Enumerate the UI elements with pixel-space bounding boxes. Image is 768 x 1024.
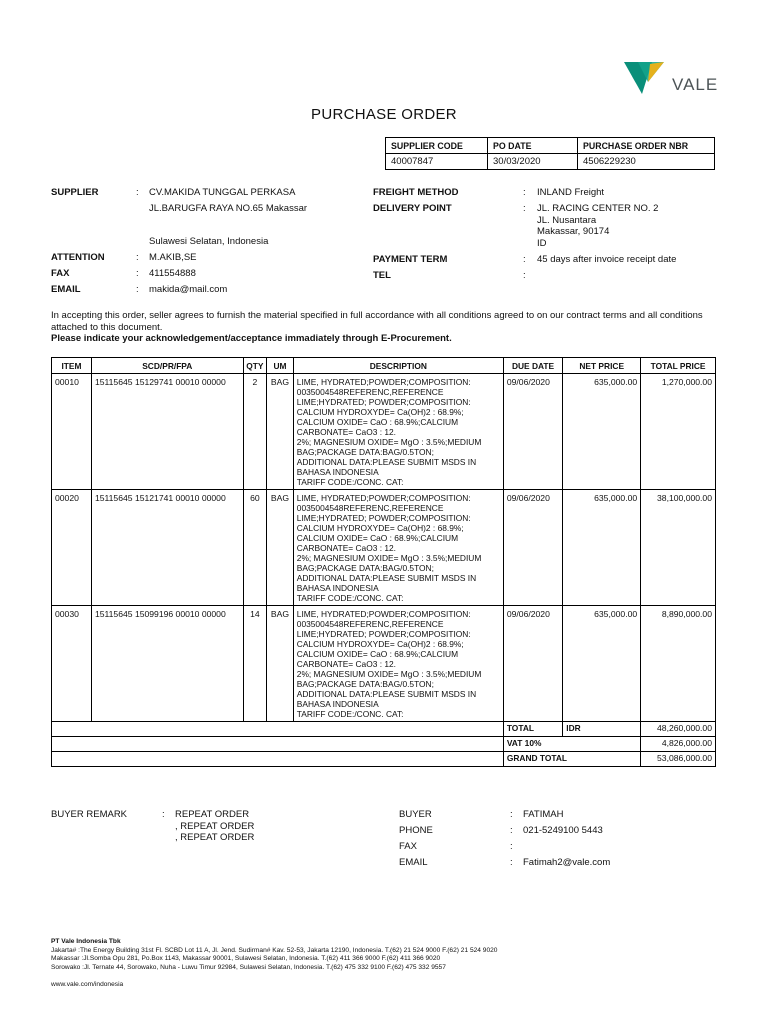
fax-label: FAX — [51, 268, 70, 279]
desc-line: BAHASA INDONESIA — [296, 699, 379, 709]
colon: : — [510, 857, 513, 868]
table-row — [52, 374, 716, 490]
item-number: 00020 — [52, 490, 92, 606]
table-row — [52, 490, 716, 606]
item-scd: 15115645 15121741 00010 00000 — [91, 490, 243, 606]
footer-address-line: Makassar :Jl.Somba Opu 281, Po.Box 1143, Makassar 90001, Sulawesi Selatan, Indonesia. T.(62) 411 366 9000 F.(62) 411 366 9020 — [51, 955, 441, 962]
po-date-header: PO DATE — [488, 138, 578, 154]
colon: : — [136, 268, 139, 279]
supplier-label: SUPPLIER — [51, 187, 99, 198]
desc-line: CALCIUM HYDROXYDE= Ca(OH)2 : 68.9%; — [296, 523, 464, 533]
delivery-label: DELIVERY POINT — [373, 203, 452, 214]
item-total-price: 1,270,000.00 — [641, 374, 716, 490]
desc-line: ADDITIONAL DATA:PLEASE SUBMIT MSDS IN — [296, 457, 477, 467]
total-label: TOTAL — [503, 722, 562, 737]
desc-line: LIME, HYDRATED;POWDER;COMPOSITION: — [296, 377, 471, 387]
colon: : — [510, 809, 513, 820]
footer-company: PT Vale Indonesia Tbk — [51, 938, 121, 945]
footer-website-link[interactable]: www.vale.com/indonesia — [51, 981, 124, 988]
desc-line: CALCIUM OXIDE= CaO : 68.9%;CALCIUM — [296, 533, 459, 543]
desc-line: ADDITIONAL DATA:PLEASE SUBMIT MSDS IN — [296, 689, 477, 699]
desc-line: CALCIUM OXIDE= CaO : 68.9%;CALCIUM — [296, 649, 459, 659]
item-number: 00010 — [52, 374, 92, 490]
desc-line: BAG;PACKAGE DATA:BAG/0.5TON; — [296, 563, 434, 573]
colon: : — [523, 203, 526, 214]
table-row — [52, 606, 716, 722]
payment-label: PAYMENT TERM — [373, 254, 448, 265]
desc-line: 0035004548REFERENC,REFERENCE — [296, 619, 444, 629]
desc-line: CALCIUM OXIDE= CaO : 68.9%;CALCIUM — [296, 417, 459, 427]
remark-line: , REPEAT ORDER — [175, 820, 255, 832]
acknowledgement-text: Please indicate your acknowledgement/acceptance immadiately through E-Procurement. — [51, 333, 452, 344]
po-number-header: PURCHASE ORDER NBR — [578, 138, 715, 154]
vale-logo-mark — [624, 58, 672, 98]
vat-value: 4,826,000.00 — [641, 737, 716, 752]
delivery-line: ID — [537, 237, 547, 249]
item-net-price: 635,000.00 — [563, 490, 641, 606]
supplier-address-1: JL.BARUGFA RAYA NO.65 Makassar — [149, 203, 308, 214]
desc-line: LIME;HYDRATED; POWDER;COMPOSITION: — [296, 397, 471, 407]
colon: : — [523, 187, 526, 198]
total-row — [52, 722, 716, 737]
desc-line: TARIFF CODE:/CONC. CAT: — [296, 593, 404, 603]
buyer-remark-lines — [175, 809, 254, 844]
item-description — [293, 606, 503, 722]
buyer-phone: 021-5249100 5443 — [523, 825, 603, 836]
desc-line: 2%; MAGNESIUM OXIDE= MgO : 3.5%;MEDIUM — [296, 553, 482, 563]
email-value: makida@mail.com — [149, 284, 228, 295]
colon: : — [136, 284, 139, 295]
phone-label: PHONE — [399, 825, 433, 836]
buyer-remark-label: BUYER REMARK — [51, 809, 128, 820]
desc-line: 2%; MAGNESIUM OXIDE= MgO : 3.5%;MEDIUM — [296, 669, 482, 679]
freight-label: FREIGHT METHOD — [373, 187, 459, 198]
item-qty: 2 — [243, 374, 267, 490]
desc-line: BAG;PACKAGE DATA:BAG/0.5TON; — [296, 679, 434, 689]
grand-total-spacer — [52, 752, 504, 767]
colon: : — [136, 187, 139, 198]
col-description: DESCRIPTION — [293, 358, 503, 374]
payment-value: 45 days after invoice receipt date — [537, 254, 677, 265]
desc-line: LIME, HYDRATED;POWDER;COMPOSITION: — [296, 609, 471, 619]
grand-total-label: GRAND TOTAL — [503, 752, 640, 767]
desc-line: BAG;PACKAGE DATA:BAG/0.5TON; — [296, 447, 434, 457]
colon: : — [510, 841, 513, 852]
supplier-code-header: SUPPLIER CODE — [386, 138, 488, 154]
desc-line: 0035004548REFERENC,REFERENCE — [296, 387, 444, 397]
delivery-line: Makassar, 90174 — [537, 226, 610, 237]
desc-line: TARIFF CODE:/CONC. CAT: — [296, 477, 404, 487]
desc-line: LIME;HYDRATED; POWDER;COMPOSITION: — [296, 513, 471, 523]
email-label: EMAIL — [51, 284, 81, 295]
supplier-address-2: Sulawesi Selatan, Indonesia — [149, 236, 269, 247]
desc-line: CARBONATE= CaO3 : 12. — [296, 659, 397, 669]
buyer-email-label: EMAIL — [399, 857, 428, 868]
desc-line: LIME, HYDRATED;POWDER;COMPOSITION: — [296, 493, 471, 503]
desc-line: CARBONATE= CaO3 : 12. — [296, 543, 397, 553]
item-description — [293, 374, 503, 490]
remark-line: REPEAT ORDER — [175, 809, 250, 820]
desc-line: TARIFF CODE:/CONC. CAT: — [296, 709, 404, 719]
supplier-name: CV.MAKIDA TUNGGAL PERKASA — [149, 187, 296, 198]
buyer-label: BUYER — [399, 809, 432, 820]
items-table — [51, 357, 716, 767]
colon: : — [162, 809, 165, 820]
tel-label: TEL — [373, 270, 391, 281]
desc-line: CALCIUM HYDROXYDE= Ca(OH)2 : 68.9%; — [296, 407, 464, 417]
vale-logo-text: VALE — [672, 75, 719, 94]
desc-line: 2%; MAGNESIUM OXIDE= MgO : 3.5%;MEDIUM — [296, 437, 482, 447]
desc-line: CALCIUM HYDROXYDE= Ca(OH)2 : 68.9%; — [296, 639, 464, 649]
delivery-line: JL. RACING CENTER NO. 2 — [537, 203, 659, 214]
footer-address-line: Sorowako :Jl. Ternate 44, Sorowako, Nuha - Luwu Timur 92984, Sulawesi Selatan, Indonesia. T.(62) 475 332 9100 F.(62) 475 332 9557 — [51, 963, 446, 971]
fax-value: 411554888 — [149, 268, 196, 279]
item-description — [293, 490, 503, 606]
colon: : — [523, 254, 526, 265]
footer-address-line: Jakarta# :The Energy Building 31st Fl. SCBD Lot 11 A, Jl. Jend. Sudirman# Kav. 52-53, Jakarta 12190, Indonesia. T.(62) 21 524 9000 F.(62) 21 524 9020 — [51, 946, 498, 954]
grand-total-value: 53,086,000.00 — [641, 752, 716, 767]
desc-line: LIME;HYDRATED; POWDER;COMPOSITION: — [296, 629, 471, 639]
item-total-price: 38,100,000.00 — [641, 490, 716, 606]
item-scd: 15115645 15129741 00010 00000 — [91, 374, 243, 490]
desc-line: CARBONATE= CaO3 : 12. — [296, 427, 397, 437]
po-header-table — [385, 137, 715, 170]
col-qty: QTY — [243, 358, 267, 374]
vat-spacer — [52, 737, 504, 752]
col-total-price: TOTAL PRICE — [641, 358, 716, 374]
delivery-line: JL. Nusantara — [537, 214, 597, 226]
vale-logo — [624, 58, 724, 98]
col-net-price: NET PRICE — [563, 358, 641, 374]
item-number: 00030 — [52, 606, 92, 722]
col-scd: SCD/PR/FPA — [91, 358, 243, 374]
colon: : — [510, 825, 513, 836]
colon: : — [523, 270, 526, 281]
item-um: BAG — [267, 490, 294, 606]
delivery-address — [537, 203, 658, 249]
attention-label: ATTENTION — [51, 252, 105, 263]
supplier-code-value: 40007847 — [386, 154, 488, 170]
desc-line: ADDITIONAL DATA:PLEASE SUBMIT MSDS IN — [296, 573, 477, 583]
item-due-date: 09/06/2020 — [503, 606, 562, 722]
vat-label: VAT 10% — [503, 737, 640, 752]
attention-value: M.AKIB,SE — [149, 252, 197, 263]
po-date-value: 30/03/2020 — [488, 154, 578, 170]
item-um: BAG — [267, 606, 294, 722]
item-qty: 60 — [243, 490, 267, 606]
item-um: BAG — [267, 374, 294, 490]
col-due-date: DUE DATE — [503, 358, 562, 374]
colon: : — [136, 252, 139, 263]
acceptance-text: In accepting this order, seller agrees to furnish the material specified in full accordance with all conditions agreed to on our contract terms and all conditions attached to this document. — [51, 310, 703, 333]
acceptance-paragraph — [51, 310, 721, 345]
item-scd: 15115645 15099196 00010 00000 — [91, 606, 243, 722]
col-item: ITEM — [52, 358, 92, 374]
item-qty: 14 — [243, 606, 267, 722]
col-um: UM — [267, 358, 294, 374]
items-header-row — [52, 358, 716, 374]
desc-line: 0035004548REFERENC,REFERENCE — [296, 503, 444, 513]
buyer-name: FATIMAH — [523, 809, 564, 820]
po-number-value: 4506229230 — [578, 154, 715, 170]
item-net-price: 635,000.00 — [563, 606, 641, 722]
item-net-price: 635,000.00 — [563, 374, 641, 490]
desc-line: BAHASA INDONESIA — [296, 467, 379, 477]
vat-row — [52, 737, 716, 752]
desc-line: BAHASA INDONESIA — [296, 583, 379, 593]
company-footer — [51, 938, 497, 972]
buyer-fax-label: FAX — [399, 841, 417, 852]
total-currency: IDR — [563, 722, 641, 737]
item-due-date: 09/06/2020 — [503, 490, 562, 606]
item-due-date: 09/06/2020 — [503, 374, 562, 490]
page-title: PURCHASE ORDER — [311, 106, 457, 123]
freight-value: INLAND Freight — [537, 187, 605, 198]
total-value: 48,260,000.00 — [641, 722, 716, 737]
buyer-email: Fatimah2@vale.com — [523, 857, 611, 868]
remark-line: , REPEAT ORDER — [175, 832, 255, 843]
grand-total-row — [52, 752, 716, 767]
total-spacer — [52, 722, 504, 737]
item-total-price: 8,890,000.00 — [641, 606, 716, 722]
